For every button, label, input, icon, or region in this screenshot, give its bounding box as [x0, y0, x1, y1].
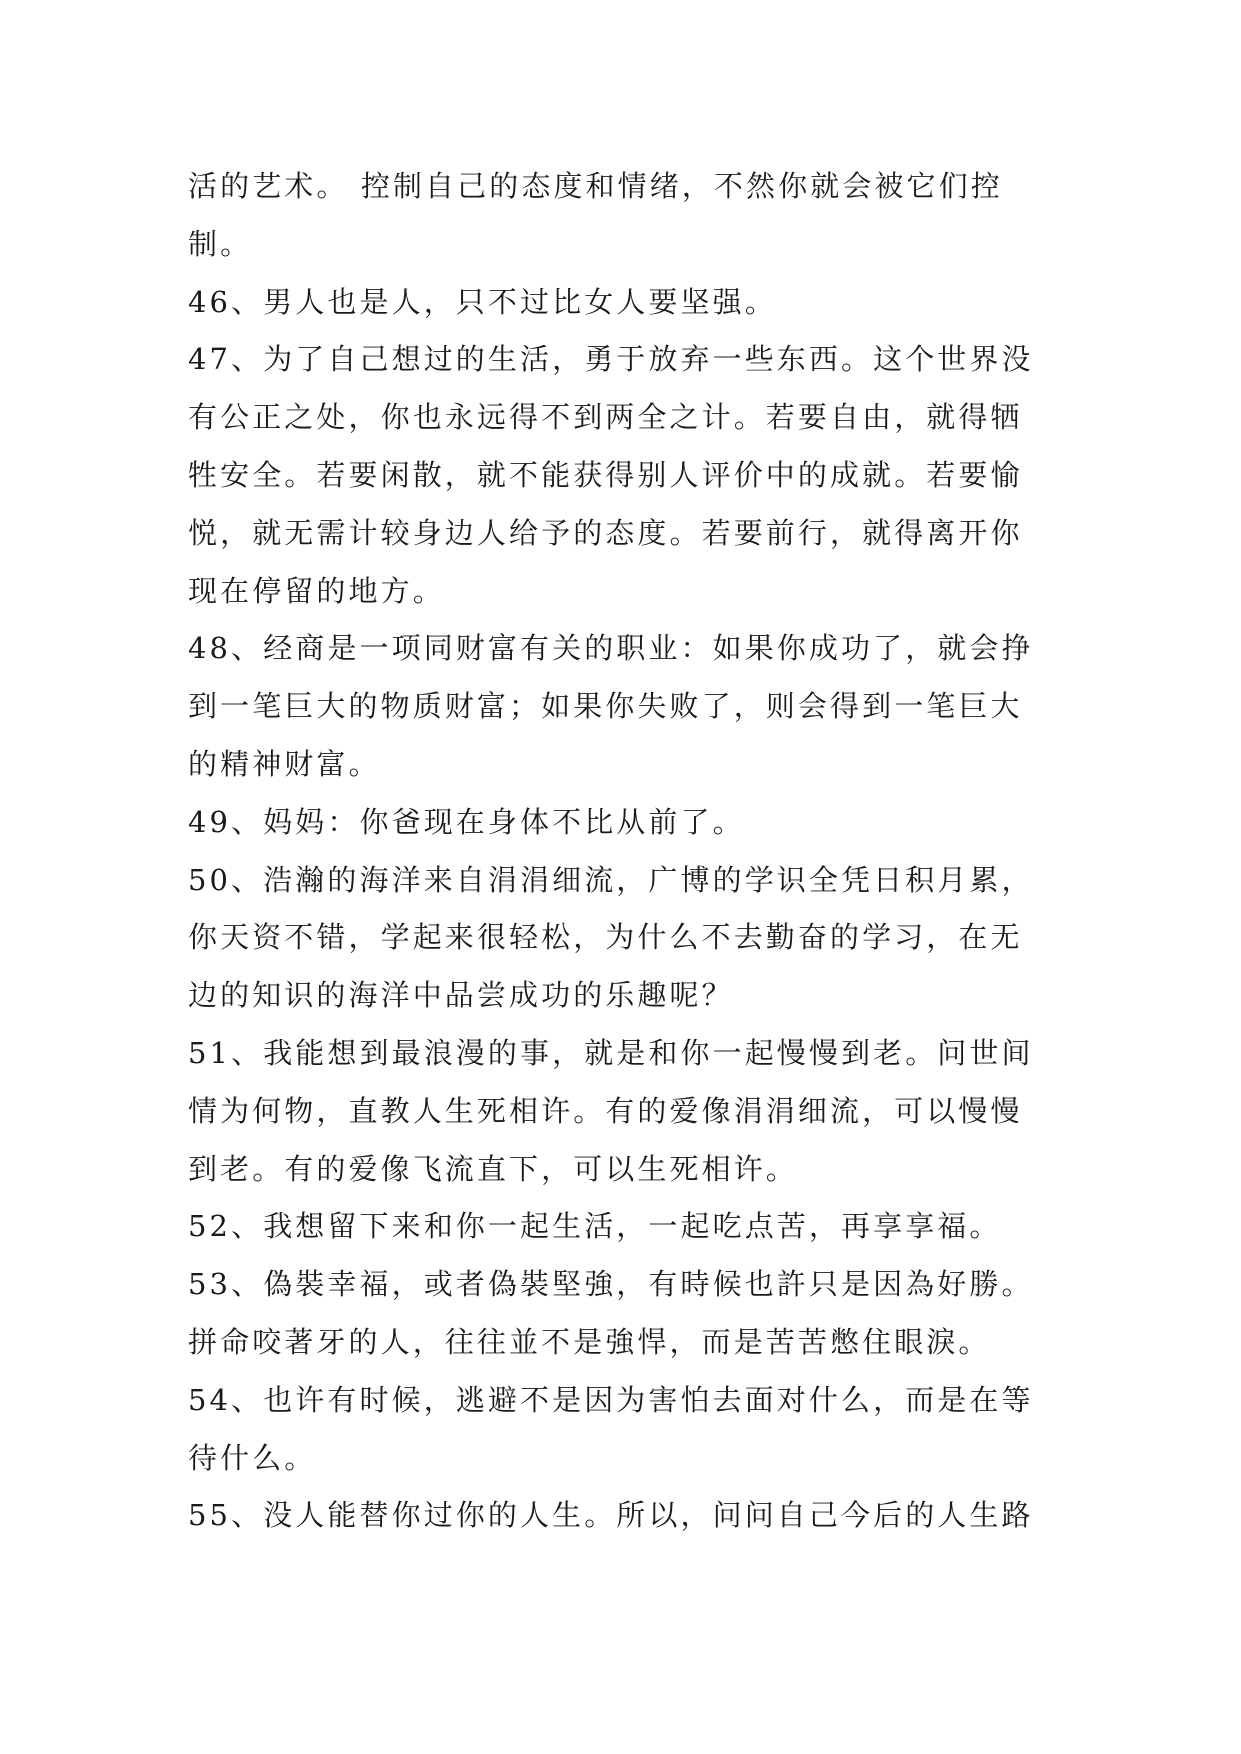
text-line: 48、经商是一项同财富有关的职业：如果你成功了，就会挣 — [188, 631, 1034, 666]
text-line: 51、我能想到最浪漫的事，就是和你一起慢慢到老。问世间 — [188, 1035, 1034, 1070]
text-line: 边的知识的海洋中品尝成功的乐趣呢？ — [188, 978, 734, 1013]
text-line: 活的艺术。 控制自己的态度和情绪，不然你就会被它们控 — [188, 169, 1003, 203]
text-line: 拼命咬著牙的人，往往並不是強悍，而是苦苦憋住眼淚。 — [188, 1324, 991, 1359]
text-line: 53、偽裝幸福，或者偽裝堅強，有時候也許只是因為好勝。 — [188, 1267, 1034, 1302]
text-line: 50、浩瀚的海洋来自涓涓细流，广博的学识全凭日积月累， — [188, 862, 1034, 897]
text-line: 54、也许有时候，逃避不是因为害怕去面对什么，而是在等 — [188, 1382, 1034, 1417]
text-line: 47、为了自己想过的生活，勇于放弃一些东西。这个世界没 — [188, 342, 1034, 377]
text-line: 46、男人也是人，只不过比女人要坚强。 — [188, 284, 777, 319]
text-line: 待什么。 — [188, 1440, 317, 1475]
text-line: 制。 — [188, 226, 253, 261]
text-line: 现在停留的地方。 — [188, 573, 445, 608]
text-line: 55、没人能替你过你的人生。所以，问问自己今后的人生路 — [188, 1498, 1034, 1533]
text-line: 悦，就无需计较身边人给予的态度。若要前行，就得离开你 — [188, 515, 1023, 550]
text-line: 你天资不错，学起来很轻松，为什么不去勤奋的学习，在无 — [188, 920, 1023, 955]
text-line: 有公正之处，你也永远得不到两全之计。若要自由，就得牺 — [188, 400, 1023, 435]
text-line: 49、妈妈：你爸现在身体不比从前了。 — [188, 804, 745, 839]
text-line: 到老。有的爱像飞流直下，可以生死相许。 — [188, 1151, 798, 1186]
text-line: 牲安全。若要闲散，就不能获得别人评价中的成就。若要愉 — [188, 457, 1023, 492]
text-line: 的精神财富。 — [188, 746, 381, 781]
document-body — [188, 158, 1058, 1545]
text-line: 到一笔巨大的物质财富；如果你失败了，则会得到一笔巨大 — [188, 689, 1023, 724]
text-line: 52、我想留下来和你一起生活，一起吃点苦，再享享福。 — [188, 1209, 1002, 1244]
text-line: 情为何物，直教人生死相许。有的爱像涓涓细流，可以慢慢 — [188, 1093, 1023, 1128]
